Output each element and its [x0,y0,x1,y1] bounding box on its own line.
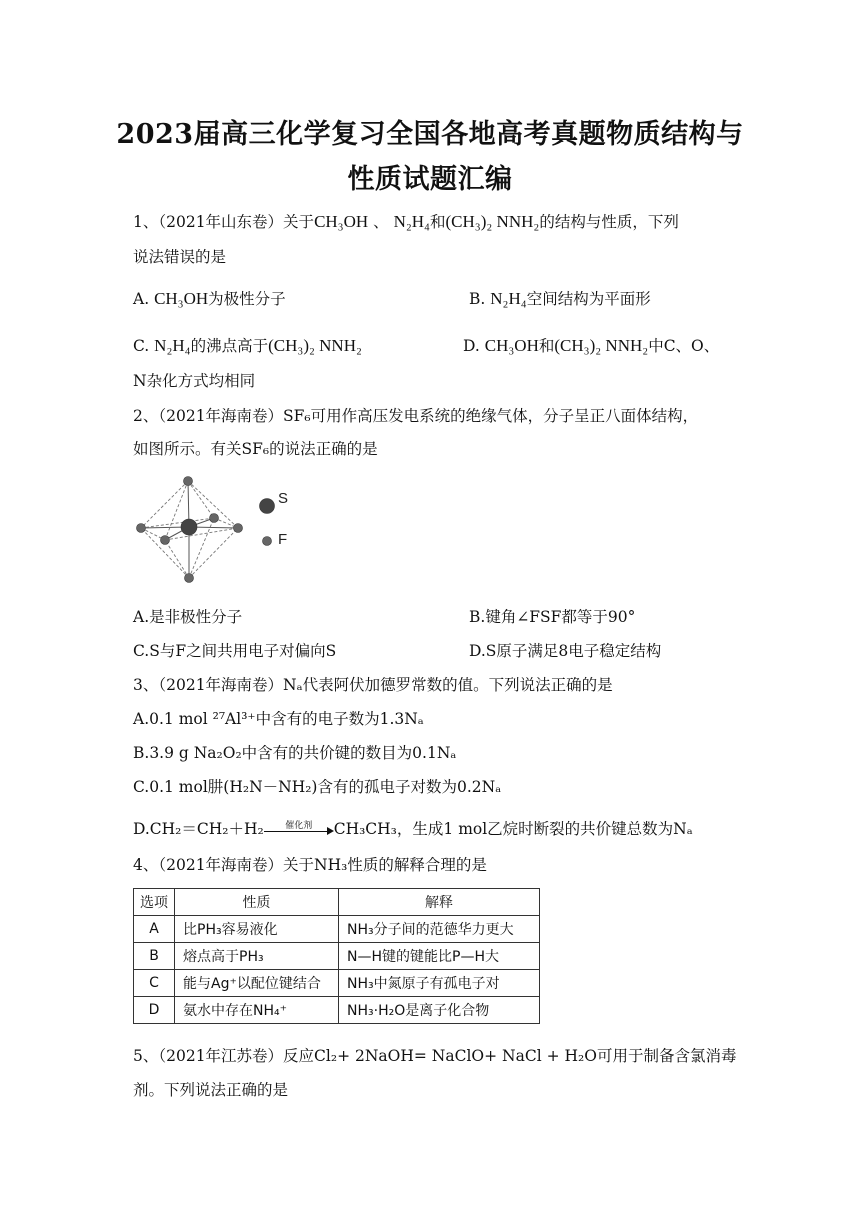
q3-option-b[interactable]: B.3.9 g Na₂O₂中含有的共价键的数目为0.1Nₐ [133,744,457,762]
f-atom [137,524,146,533]
legend-f-atom [263,537,272,546]
option-label: A. [133,290,150,308]
question-2-stem-line2: 如图所示。有关SF₆的说法正确的是 [133,440,378,458]
q3-d-products: CH₃CH₃，生成1 mol乙烷时断裂的共价键总数为Nₐ [333,820,693,838]
question-1-stem [133,211,679,233]
q1-c-formula1: N₂H₄ [154,336,191,355]
table-header-cell: 选项 [134,889,175,916]
table-cell: 能与Ag⁺以配位键结合 [175,970,339,997]
f-atom [161,536,170,545]
question-2-stem: 2、（2021年海南卷）SF₆可用作高压发电系统的绝缘气体，分子呈正八面体结构， [133,407,699,425]
table-header-cell: 性质 [175,889,339,916]
q1-d-text: 中C、O、 [648,337,720,355]
table-header-row [134,889,540,916]
table-row[interactable] [134,916,540,943]
q1-option-c[interactable] [133,335,362,357]
q1-option-d[interactable] [463,335,719,357]
question-1-stem-line2: 说法错误的是 [133,248,227,266]
table-cell: B [134,943,175,970]
table-cell: A [134,916,175,943]
q1-c-text: 的沸点高于 [190,337,269,355]
q1-formula-hydrazine: N₂H₄ [393,212,430,231]
question-3-stem: 3、（2021年海南卷）Nₐ代表阿伏加德罗常数的值。下列说法正确的是 [133,676,613,694]
q1-a-text: 为极性分子 [208,290,286,308]
q1-option-a[interactable] [133,288,286,310]
q1-c-formula2: (CH₃)₂ NNH₂ [268,336,362,355]
page-title-line2: 性质试题汇编 [347,164,513,195]
table-row[interactable] [134,970,540,997]
f-atom [185,574,194,583]
q1-d-formula2: (CH₃)₂ NNH₂ [554,336,649,355]
q1-a-formula: CH₃OH [154,289,209,308]
table-header-cell: 解释 [339,889,540,916]
option-label: D. [463,337,480,355]
q1-prefix: 1、（2021年山东卷）关于 [133,213,315,231]
q3-option-d[interactable] [133,818,693,840]
q1-formula-dimethylhydrazine: (CH₃)₂ NNH₂ [445,212,540,231]
q2-option-d[interactable]: D.S原子满足8电子稳定结构 [469,642,662,660]
table-cell: D [134,997,175,1024]
q3-d-reactants: D.CH₂＝CH₂＋H₂ [133,820,264,838]
q3-option-c[interactable]: C.0.1 mol肼(H₂N－NH₂)含有的孤电子对数为0.2Nₐ [133,778,502,796]
table-cell: NH₃中氮原子有孤电子对 [339,970,540,997]
legend-s-atom [260,499,275,514]
table-cell: 氨水中存在NH₄⁺ [175,997,339,1024]
table-cell: N—H键的键能比P—H大 [339,943,540,970]
table-row[interactable] [134,997,540,1024]
q1-formula-methanol: CH₃OH [314,212,369,231]
q1-d-formula1: CH₃OH [484,336,539,355]
q1-d-and: 和 [538,337,555,355]
q3-option-a[interactable]: A.0.1 mol ²⁷Al³⁺中含有的电子数为1.3Nₐ [133,710,424,728]
option-label: C. [133,337,150,355]
q1-and: 和 [429,213,446,231]
table-cell: NH₃·H₂O是离子化合物 [339,997,540,1024]
f-atom [184,477,193,486]
s-atom [181,519,197,535]
table-cell: 比PH₃容易液化 [175,916,339,943]
q1-b-text: 空间结构为平面形 [526,290,651,308]
table-cell: 熔点高于PH₃ [175,943,339,970]
q4-table [133,888,540,1024]
legend-s-label: S [278,490,289,507]
question-4-stem: 4、（2021年海南卷）关于NH₃性质的解释合理的是 [133,856,487,874]
f-atom [234,524,243,533]
legend-f-label: F [278,531,288,548]
option-label: B. [469,290,486,308]
f-atom [210,514,219,523]
q1-option-d-line2: N杂化方式均相同 [133,372,256,390]
table-row[interactable] [134,943,540,970]
q2-option-a[interactable]: A.是非极性分子 [133,608,243,626]
question-5-stem: 5、（2021年江苏卷）反应Cl₂+ 2NaOH= NaClO+ NaCl + H₂O可用于制备含氯消毒 [133,1047,737,1065]
q2-option-c[interactable]: C.S与F之间共用电子对偏向S [133,642,337,660]
q1-sep: 、 [373,213,389,231]
sf6-octahedron-figure [128,470,308,590]
catalyst-label: 催化剂 [285,821,313,831]
q1-b-formula: N₂H₄ [490,289,527,308]
reaction-arrow-icon [264,823,334,837]
question-5-stem-line2: 剂。下列说法正确的是 [133,1081,289,1099]
page-title: 2023届高三化学复习全国各地高考真题物质结构与 [116,119,744,150]
q1-option-b[interactable] [469,288,651,310]
table-cell: C [134,970,175,997]
q2-option-b[interactable]: B.键角∠FSF都等于90° [469,608,636,626]
q1-suffix: 的结构与性质，下列 [539,213,679,231]
table-cell: NH₃分子间的范德华力更大 [339,916,540,943]
